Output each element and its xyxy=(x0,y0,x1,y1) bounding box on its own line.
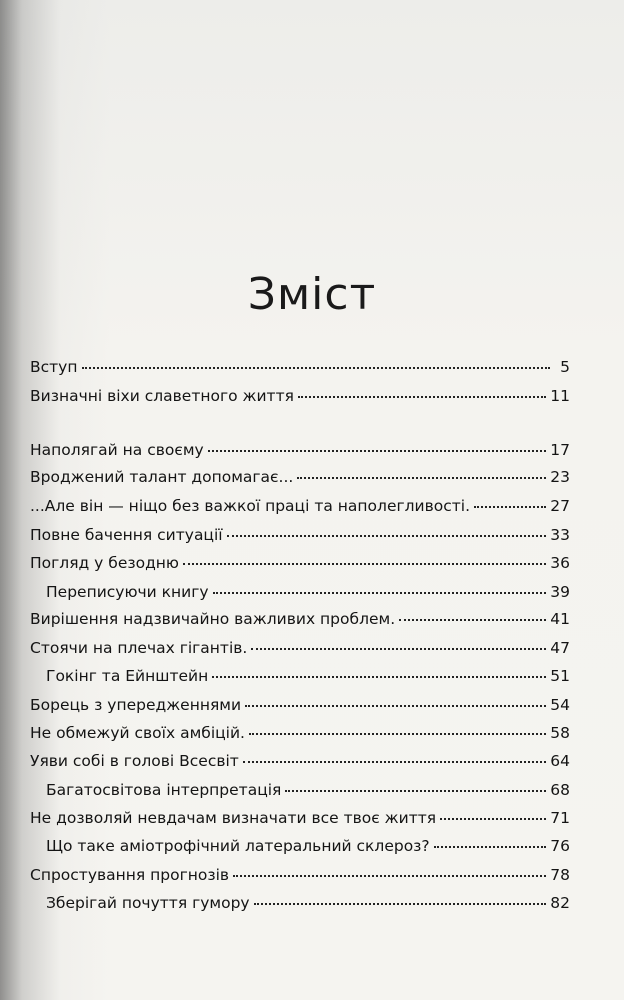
toc-page-number: 17 xyxy=(550,441,570,459)
toc-entry xyxy=(30,721,570,745)
dot-leader xyxy=(212,676,546,678)
toc-entry-title: Вроджений талант допомагає... xyxy=(30,468,294,486)
toc-entry xyxy=(30,693,570,717)
toc-entry xyxy=(30,863,570,887)
toc-entry-title: Стоячи на плечах гігантів. xyxy=(30,639,248,657)
toc-entry-title: Наполягай на своєму xyxy=(30,441,204,459)
toc-page-number: 68 xyxy=(550,781,570,799)
page-title: Зміст xyxy=(247,269,377,321)
toc-page-number: 51 xyxy=(550,667,570,685)
toc-entry-title: ...Але він — ніщо без важкої праці та наполегливості. xyxy=(30,497,471,515)
toc-entry xyxy=(30,580,570,604)
dot-leader xyxy=(249,733,546,735)
toc-entry-title: Вступ xyxy=(30,358,78,376)
toc-entry xyxy=(30,806,570,830)
toc-entry xyxy=(30,384,570,408)
dot-leader xyxy=(245,705,546,707)
dot-leader xyxy=(434,846,547,848)
toc-page-number: 36 xyxy=(550,554,570,572)
toc-entry xyxy=(30,749,570,773)
toc-entry-title: Визначні віхи славетного життя xyxy=(30,387,294,405)
toc-page-number: 39 xyxy=(550,583,570,601)
dot-leader xyxy=(208,450,547,452)
toc-page-number: 47 xyxy=(550,639,570,657)
toc-entry xyxy=(30,636,570,660)
toc-entry xyxy=(30,355,570,379)
dot-leader xyxy=(213,592,547,594)
toc-page-number: 82 xyxy=(550,894,570,912)
toc-entry xyxy=(30,607,570,631)
dot-leader xyxy=(474,506,546,508)
dot-leader xyxy=(82,367,551,369)
toc-page-number: 5 xyxy=(560,358,570,376)
dot-leader xyxy=(183,563,546,565)
dot-leader xyxy=(297,477,546,479)
toc-entry-title: Спростування прогнозів xyxy=(30,866,230,884)
toc-entry xyxy=(30,891,570,915)
dot-leader xyxy=(298,396,546,398)
toc-entry-title: Борець з упередженнями xyxy=(30,696,242,714)
dot-leader xyxy=(399,619,546,621)
toc-page-number: 71 xyxy=(550,809,570,827)
toc-entry-title: Вирішення надзвичайно важливих проблем. xyxy=(30,610,396,628)
toc-entry-title: Не обмежуй своїх амбіцій. xyxy=(30,724,245,742)
dot-leader xyxy=(251,648,546,650)
toc-entry xyxy=(30,494,570,518)
toc-entry-title: Що таке аміотрофічний латеральний склероз? xyxy=(46,837,430,855)
toc-entry xyxy=(30,664,570,688)
dot-leader xyxy=(227,535,547,537)
toc-page-number: 27 xyxy=(550,497,570,515)
toc-entry xyxy=(30,551,570,575)
toc-page-number: 33 xyxy=(550,526,570,544)
toc-page-number: 23 xyxy=(550,468,570,486)
toc-page-number: 78 xyxy=(550,866,570,884)
toc-entry xyxy=(30,465,570,489)
toc-entry-title: Багатосвітова інтерпретація xyxy=(46,781,282,799)
toc-entry xyxy=(30,834,570,858)
toc-page-number: 11 xyxy=(550,387,570,405)
dot-leader xyxy=(440,818,546,820)
toc-entry xyxy=(30,438,570,462)
toc-entry xyxy=(30,523,570,547)
toc-entry-title: Зберігай почуття гумору xyxy=(46,894,250,912)
dot-leader xyxy=(285,790,546,792)
toc-page-number: 41 xyxy=(550,610,570,628)
toc-page-number: 54 xyxy=(550,696,570,714)
dot-leader xyxy=(243,761,546,763)
dot-leader xyxy=(254,903,547,905)
toc-entry xyxy=(30,778,570,802)
toc-entry-title: Гокінг та Ейнштейн xyxy=(46,667,209,685)
toc-entry-title: Переписуючи книгу xyxy=(46,583,209,601)
dot-leader xyxy=(233,875,546,877)
toc-page-number: 76 xyxy=(550,837,570,855)
toc-page-number: 64 xyxy=(550,752,570,770)
toc-page-number: 58 xyxy=(550,724,570,742)
toc-entry-title: Не дозволяй невдачам визначати все твоє життя xyxy=(30,809,437,827)
toc-entry-title: Погляд у безодню xyxy=(30,554,179,572)
toc-entry-title: Уяви собі в голові Всесвіт xyxy=(30,752,239,770)
toc-entry-title: Повне бачення ситуації xyxy=(30,526,223,544)
